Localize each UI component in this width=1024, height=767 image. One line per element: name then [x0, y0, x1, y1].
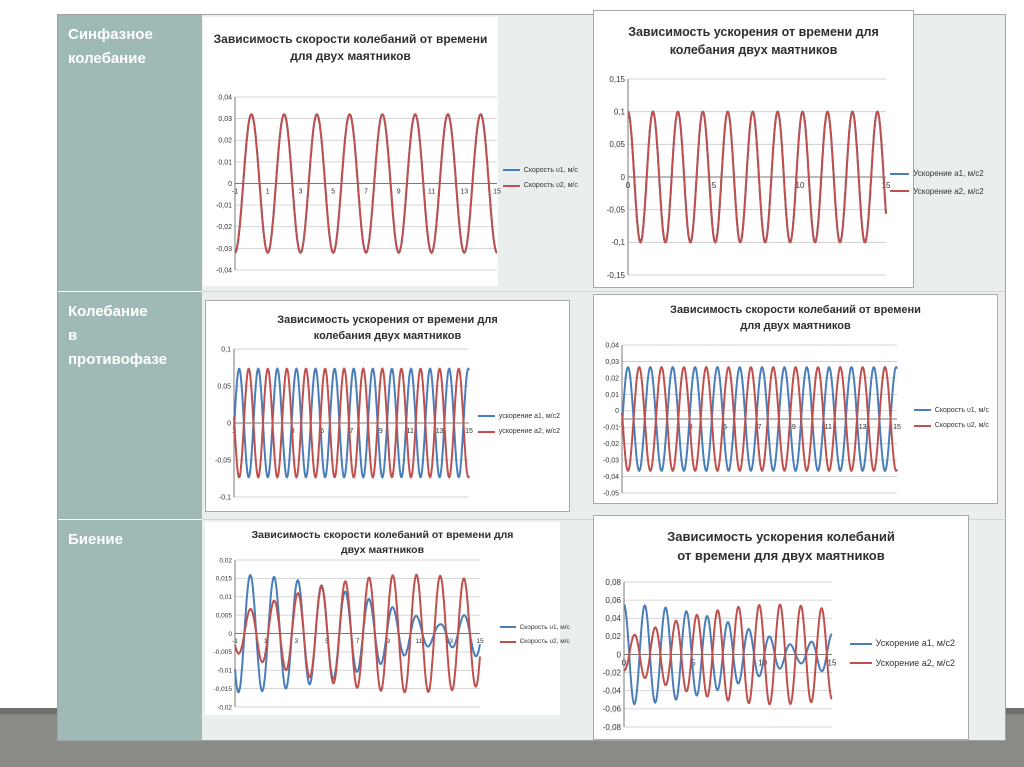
x-tick-label: 3	[294, 638, 299, 645]
legend-swatch	[500, 626, 516, 628]
y-tick-label: 0,1	[221, 346, 231, 354]
legend-swatch	[890, 190, 909, 192]
y-tick-label: -0,005	[213, 649, 232, 657]
y-tick-label: -0,02	[603, 441, 619, 449]
y-tick-label: -0,03	[603, 457, 619, 465]
y-tick-label: 0,015	[215, 575, 232, 583]
x-tick-label: 3	[688, 424, 693, 431]
y-tick-label: -0,02	[602, 668, 621, 678]
y-tick-label: 0	[227, 420, 231, 428]
y-tick-label: 0,04	[605, 614, 621, 624]
row-label-line: Биение	[68, 531, 123, 548]
chart-acceleration-in-phase	[593, 10, 984, 288]
y-tick-label: 0	[620, 172, 625, 182]
legend-label: Ускорение a1, м/с2	[913, 169, 984, 178]
chart-title-line: для двух маятников	[290, 49, 411, 64]
legend-label: Скорость υ2, м/с	[934, 422, 989, 430]
x-tick-label: 5	[711, 181, 717, 190]
y-tick-label: -0,15	[606, 270, 625, 280]
y-tick-label: -0,05	[215, 457, 231, 465]
y-tick-label: 0,1	[613, 107, 625, 117]
y-tick-label: 0,04	[218, 94, 232, 102]
chart-title	[594, 528, 968, 566]
y-tick-label: -0,04	[603, 474, 619, 482]
chart-velocity-antiphase	[593, 294, 998, 504]
legend-item	[503, 167, 578, 174]
x-tick-label: 15	[827, 658, 837, 668]
y-tick-label: -0,015	[213, 685, 232, 693]
y-tick-label: -0,04	[216, 267, 232, 275]
legend-item	[914, 407, 989, 414]
chart-title	[205, 528, 560, 558]
x-tick-label: 15	[465, 428, 473, 435]
x-tick-label: 7	[355, 638, 360, 645]
x-tick-label: 3	[290, 428, 295, 435]
row-label-antiphase	[58, 292, 202, 520]
row-label-line: колебание	[68, 50, 146, 67]
x-tick-label: 1	[232, 428, 236, 435]
x-tick-label: 0	[625, 181, 631, 190]
y-tick-label: -0,02	[217, 704, 232, 712]
x-tick-label: -1	[232, 638, 238, 645]
legend-label: Скорость υ2, м/с	[523, 182, 578, 190]
x-tick-label: -1	[231, 188, 239, 196]
chart-acceleration-antiphase	[205, 300, 570, 512]
x-tick-label: 7	[757, 424, 762, 431]
y-tick-label: 0,02	[605, 632, 621, 642]
chart-title-line: Зависимость скорости колебаний от времени	[213, 32, 488, 46]
y-tick-label: 0,01	[219, 594, 232, 602]
x-tick-label: 15	[881, 181, 891, 190]
y-tick-label: 0	[615, 408, 619, 416]
chart-velocity-beats	[205, 522, 570, 715]
legend-item	[500, 638, 570, 645]
x-tick-label: 15	[476, 638, 484, 645]
x-tick-label: 1	[654, 424, 659, 431]
chart-title	[594, 23, 913, 59]
x-tick-label: 1	[263, 638, 268, 645]
y-tick-label: 0	[228, 630, 232, 638]
x-tick-label: 0	[621, 658, 627, 668]
legend-label: Ускорение a2, м/с2	[913, 186, 984, 196]
y-tick-label: 0,08	[605, 577, 621, 587]
x-tick-label: 15	[893, 424, 901, 431]
y-tick-label: 0	[616, 650, 621, 660]
x-tick-label: 15	[493, 188, 501, 196]
x-tick-label: 5	[325, 638, 329, 645]
chart-velocity-in-phase	[203, 17, 578, 286]
row-label-beats	[58, 520, 202, 740]
y-tick-label: 0,02	[218, 137, 232, 145]
y-tick-label: -0,05	[606, 205, 625, 215]
legend-swatch	[503, 169, 520, 171]
x-tick-label: 9	[396, 188, 401, 196]
x-tick-label: 10	[795, 181, 805, 190]
legend-item	[503, 182, 578, 189]
x-tick-label: 5	[691, 658, 696, 668]
y-tick-label: -0,06	[602, 704, 621, 714]
legend-swatch	[890, 173, 909, 175]
chart-title-line: от времени для двух маятников	[677, 547, 885, 563]
legend-item	[478, 428, 560, 435]
row-divider	[202, 291, 1006, 292]
y-tick-label: -0,01	[603, 424, 619, 432]
y-tick-label: 0,05	[609, 140, 625, 150]
x-tick-label: 11	[427, 188, 436, 196]
y-tick-label: 0,15	[609, 74, 625, 84]
x-tick-label: 5	[723, 424, 728, 431]
y-tick-label: -0,04	[602, 686, 621, 696]
y-tick-label: 0,01	[605, 391, 619, 399]
legend-swatch	[914, 409, 931, 411]
x-tick-label: 13	[858, 424, 867, 431]
y-tick-label: 0,03	[218, 116, 232, 124]
x-tick-label: 13	[460, 188, 469, 196]
chart-title-line: Зависимость скорости колебаний от времени	[670, 304, 921, 316]
x-tick-label: -1	[618, 424, 626, 431]
x-tick-label: 1	[265, 188, 270, 196]
chart-title-line: колебания двух маятников	[313, 329, 462, 342]
legend-item	[850, 658, 955, 668]
row-label-line: Синфазное	[68, 26, 153, 43]
chart-title-line: Зависимость скорости колебаний от времени для	[251, 529, 514, 541]
y-tick-label: -0,02	[216, 224, 232, 232]
legend-swatch	[503, 185, 520, 187]
x-tick-label: 1	[261, 428, 266, 435]
x-tick-label: 13	[435, 428, 444, 435]
legend-item	[478, 413, 560, 420]
row-label-line: противофазе	[68, 351, 168, 368]
x-tick-label: 9	[791, 424, 796, 431]
row-label-in-phase	[58, 15, 202, 292]
y-tick-label: 0,05	[217, 383, 231, 391]
y-tick-label: -0,01	[216, 202, 232, 210]
x-tick-label: 11	[415, 638, 423, 645]
y-tick-label: -0,1	[218, 494, 231, 502]
chart-title	[594, 303, 997, 335]
row-label-line: Колебание	[68, 303, 148, 320]
x-tick-label: 11	[824, 424, 832, 431]
x-tick-label: 13	[445, 638, 453, 645]
legend-swatch	[914, 425, 931, 427]
legend-label: Скорость υ1, м/с	[523, 167, 578, 174]
row-label-line: в	[68, 327, 78, 344]
legend-item	[890, 169, 984, 178]
y-tick-label: -0,01	[217, 667, 232, 675]
chart-title-line: двух маятников	[340, 544, 425, 557]
legend-item	[500, 624, 570, 631]
y-tick-label: -0,03	[216, 245, 232, 253]
chart-title	[203, 31, 498, 66]
y-tick-label: -0,05	[603, 490, 619, 498]
chart-title-line: Зависимость ускорения колебаний	[667, 529, 895, 544]
legend-label: Скорость υ1, м/с	[519, 624, 570, 631]
legend-label: Ускорение a2, м/с2	[875, 657, 955, 668]
x-tick-label: 7	[349, 428, 354, 435]
legend-swatch	[500, 641, 516, 643]
legend-swatch	[850, 662, 872, 664]
x-tick-label: 5	[331, 188, 336, 196]
x-tick-label: 3	[298, 188, 303, 196]
legend-swatch	[478, 415, 495, 417]
chart-title-line: Зависимость ускорения от времени для	[628, 25, 879, 39]
chart-title-line: колебания двух маятников	[669, 43, 838, 58]
y-tick-label: -0,1	[611, 238, 625, 248]
legend-label: ускорение a1, м/с2	[498, 413, 560, 420]
x-tick-label: 9	[378, 428, 383, 435]
chart-acceleration-beats	[593, 515, 969, 740]
chart-title	[206, 313, 569, 345]
y-tick-label: 0,02	[605, 375, 619, 383]
legend-item	[914, 422, 989, 429]
legend-item	[890, 187, 984, 196]
x-tick-label: 11	[406, 428, 414, 435]
y-tick-label: 0	[228, 180, 232, 188]
legend-label: Скорость υ1, м/с	[934, 407, 989, 414]
y-tick-label: 0,06	[605, 595, 621, 605]
legend-label: Скорость υ2, м/с	[519, 638, 570, 646]
chart-title-line: для двух маятников	[740, 319, 851, 332]
x-tick-label: 5	[320, 428, 325, 435]
chart-title-line: Зависимость ускорения от времени для	[277, 314, 498, 326]
legend-swatch	[850, 643, 872, 645]
legend-label: ускорение a2, м/с2	[498, 428, 560, 436]
y-tick-label: -0,08	[602, 722, 621, 732]
legend-swatch	[478, 431, 495, 433]
y-tick-label: 0,04	[605, 342, 619, 350]
y-tick-label: 0,005	[215, 612, 232, 620]
legend-label: Ускорение a1, м/с2	[875, 638, 955, 648]
x-tick-label: 10	[758, 658, 768, 668]
y-tick-label: 0,03	[605, 358, 619, 366]
x-tick-label: 9	[386, 638, 390, 645]
y-tick-label: 0,01	[218, 159, 232, 167]
legend-item	[850, 638, 955, 648]
y-tick-label: 0,02	[219, 557, 232, 565]
x-tick-label: 7	[364, 188, 368, 196]
